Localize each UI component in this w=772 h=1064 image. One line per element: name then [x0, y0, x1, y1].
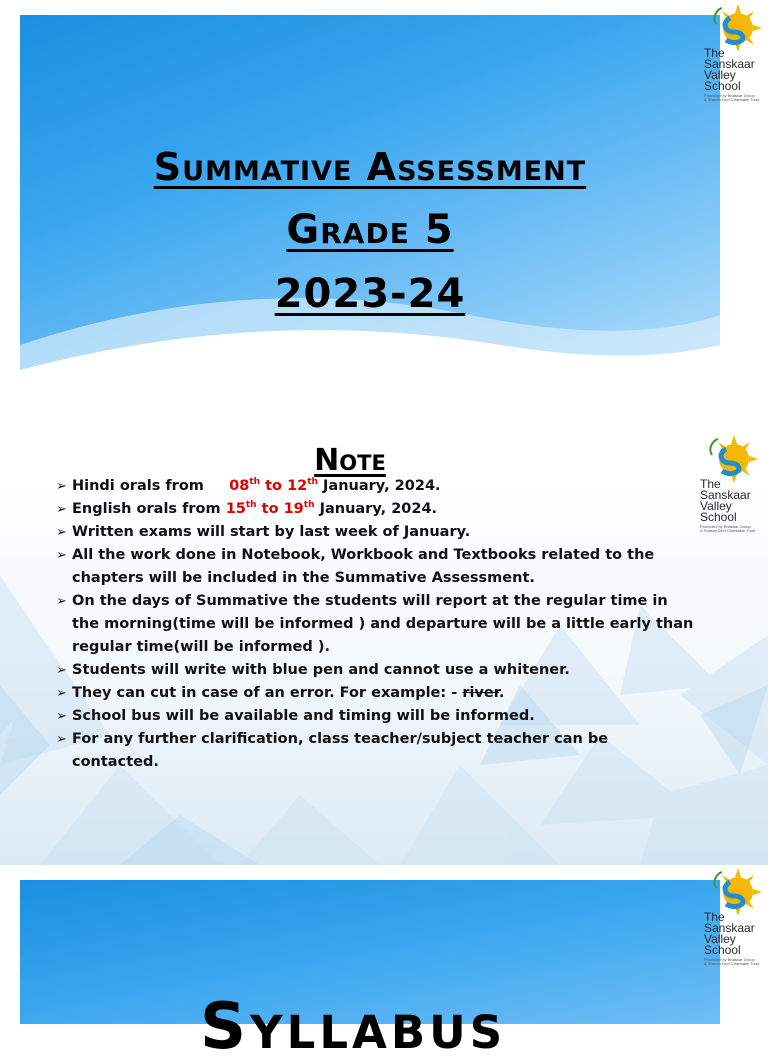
- list-item: ➢ They can cut in case of an error. For example: - river.: [56, 682, 696, 705]
- syllabus-title: Syllabus: [200, 990, 507, 1064]
- logo-name: The Sanskaar Valley School: [704, 910, 755, 957]
- slide-title-summative: [20, 15, 720, 395]
- note-list: [56, 475, 696, 774]
- school-logo: [704, 868, 768, 964]
- logo-name: The Sanskaar Valley School: [700, 477, 751, 524]
- slide-syllabus: [20, 880, 720, 1064]
- list-item: ➢ Students will write with blue pen and cannot use a whitener.: [56, 659, 696, 682]
- list-item: ➢ On the days of Summative the students will report at the regular time in the morning(time will be informed ) and departure will be a little early than regular time(will be informed ).: [56, 590, 696, 659]
- logo-tagline: Promoted by Bhaskar Group & Sharda Devi Charitable Trust: [704, 957, 760, 966]
- list-item: ➢ Written exams will start by last week of January.: [56, 521, 696, 544]
- slide-title-line1: Summative Assessment: [153, 145, 587, 189]
- list-item: ➢ School bus will be available and timing will be informed.: [56, 705, 696, 728]
- school-logo: [700, 435, 764, 531]
- list-item: ➢ English orals from 15th to 19th January, 2024.: [56, 498, 696, 521]
- list-item: ➢ For any further clarification, class teacher/subject teacher can be contacted.: [56, 728, 696, 774]
- slide-note: [0, 435, 768, 865]
- school-logo: [704, 4, 768, 100]
- slide-title-line2: Grade 5: [286, 207, 454, 253]
- logo-tagline: Promoted by Bhaskar Group & Sharda Devi Charitable Trust: [704, 93, 760, 102]
- note-title: Note: [314, 443, 386, 478]
- list-item: ➢ All the work done in Notebook, Workbook and Textbooks related to the chapters will be included in the Summative Assessment.: [56, 544, 696, 590]
- list-item: ➢ Hindi orals from 08th to 12th January, 2024.: [56, 475, 696, 498]
- slide-title-line3: 2023-24: [274, 271, 466, 317]
- logo-name: The Sanskaar Valley School: [704, 46, 755, 93]
- logo-tagline: Promoted by Bhaskar Group & Sharda Devi Charitable Trust: [700, 524, 756, 533]
